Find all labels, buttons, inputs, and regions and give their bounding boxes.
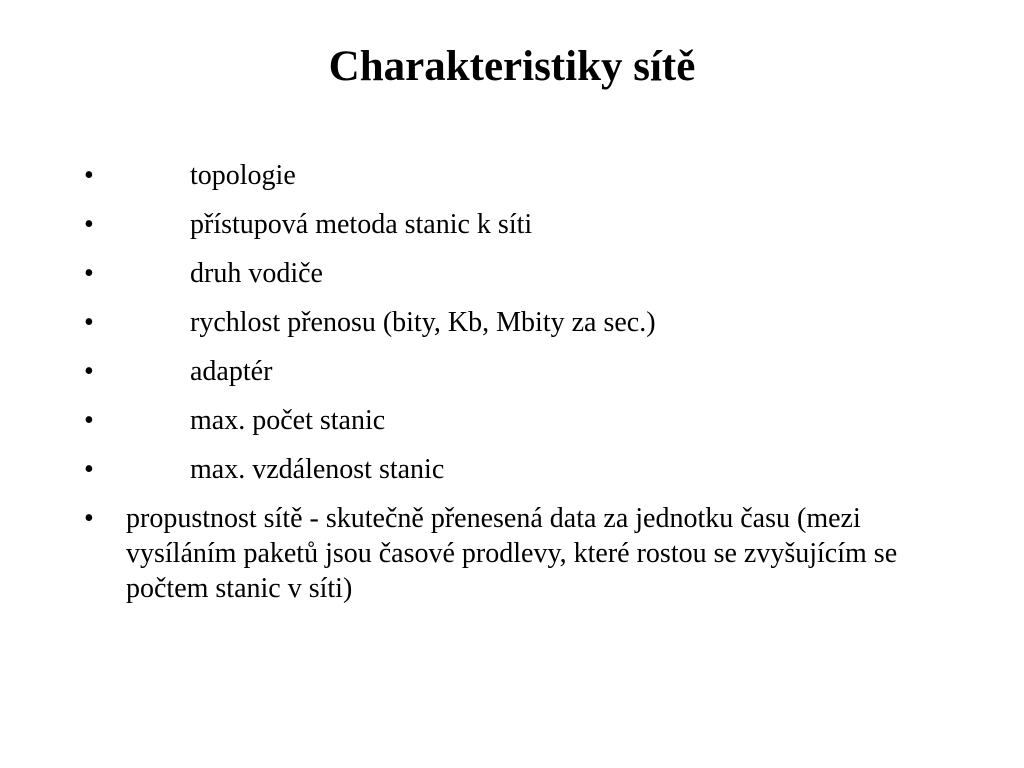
list-item-text: rychlost přenosu (bity, Kb, Mbity za sec.) (190, 307, 656, 338)
list-item (84, 305, 964, 340)
list-item (84, 207, 964, 242)
bullet-list (84, 158, 964, 606)
bullet-icon: • (84, 503, 94, 534)
list-item-text: druh vodiče (190, 258, 323, 289)
list-item-text: propustnost sítě - skutečně přenesená data za jednotku času (mezi vysíláním paketů jsou časové prodlevy, které rostou se zvyšujícím se počtem stanic v síti) (126, 503, 898, 604)
bullet-icon: • (84, 356, 94, 387)
list-item (84, 452, 964, 487)
list-item-text: max. vzdálenost stanic (190, 454, 445, 485)
list-item (84, 403, 964, 438)
bullet-icon: • (84, 258, 94, 289)
bullet-icon: • (84, 160, 94, 191)
list-item (84, 501, 964, 606)
bullet-icon: • (84, 454, 94, 485)
list-item-text: topologie (190, 160, 296, 191)
list-item (84, 354, 964, 389)
slide-title: Charakteristiky sítě (328, 43, 696, 90)
list-item (84, 158, 964, 193)
list-item-text: max. počet stanic (190, 405, 386, 436)
list-item (84, 256, 964, 291)
bullet-icon: • (84, 405, 94, 436)
list-item-text: adaptér (190, 356, 273, 387)
bullet-icon: • (84, 307, 94, 338)
list-item-text: přístupová metoda stanic k síti (190, 209, 533, 240)
bullet-icon: • (84, 209, 94, 240)
